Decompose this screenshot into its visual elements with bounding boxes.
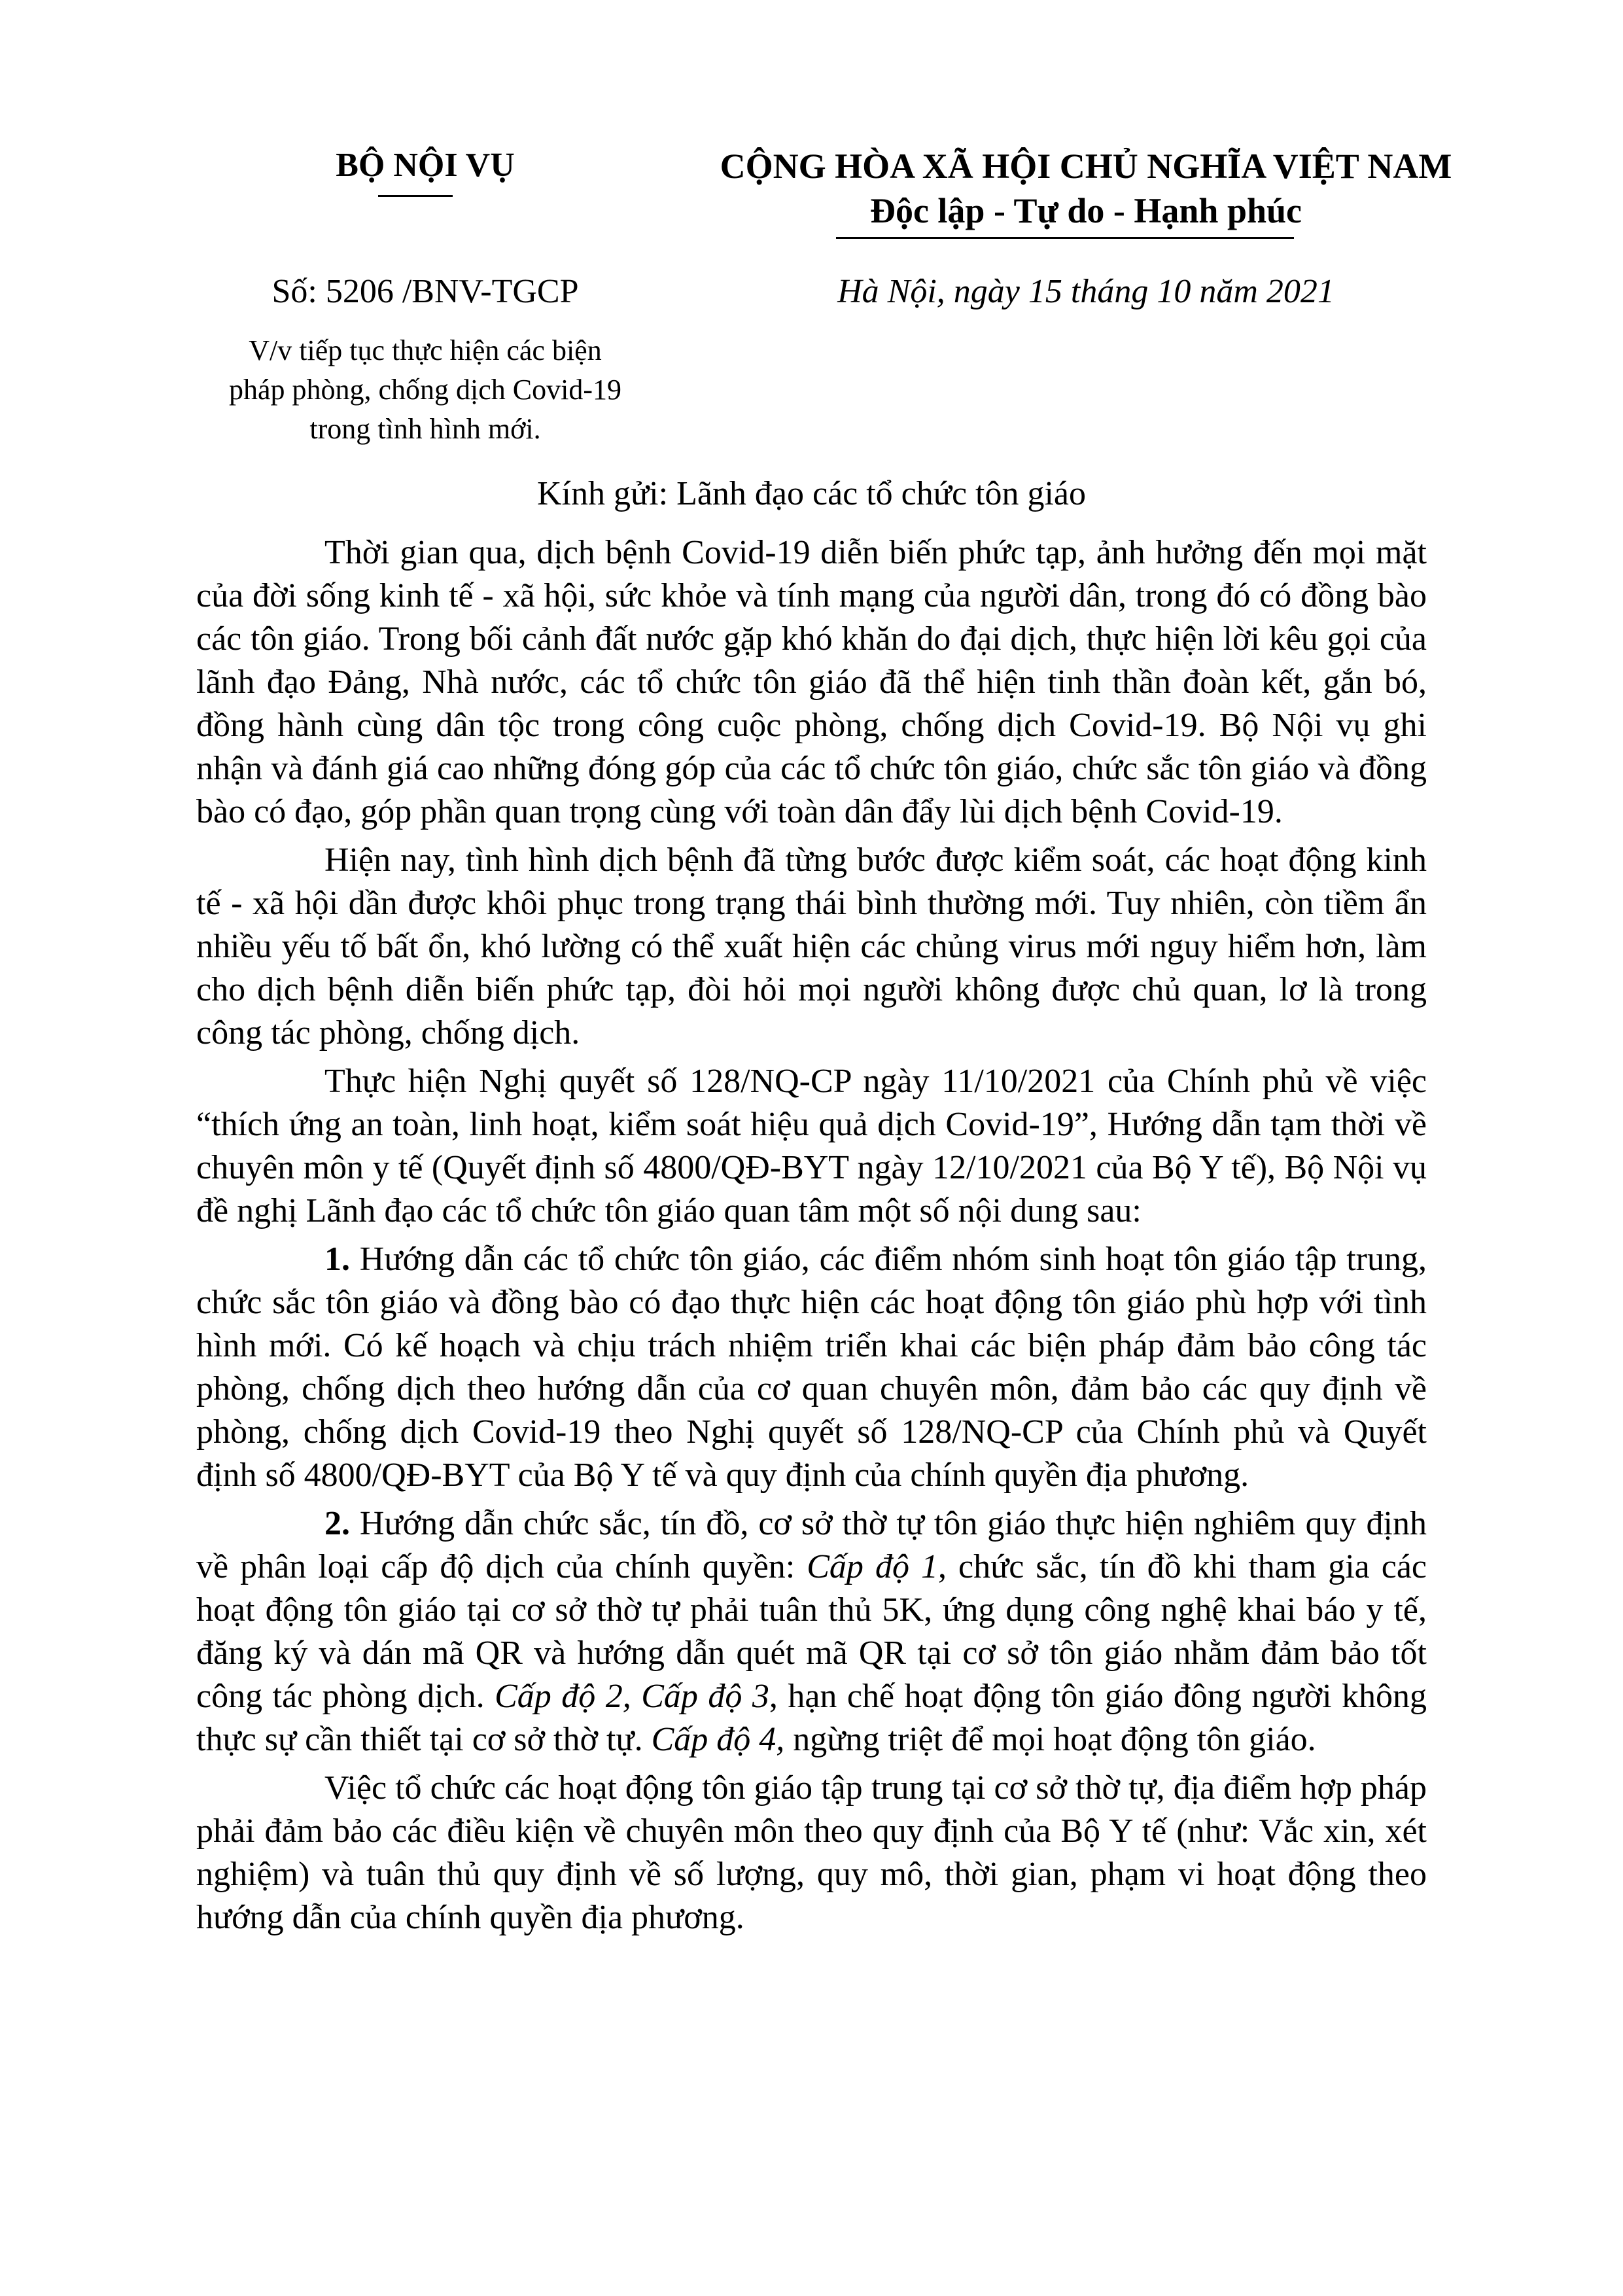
subject-line: trong tình hình mới. (309, 413, 541, 445)
level-1-label: Cấp độ 1 (807, 1548, 938, 1585)
national-motto: Độc lập - Tự do - Hạnh phúc (869, 191, 1302, 230)
item-text: , hạn chế hoạt động tôn giáo đông người không thực sự cần thiết tại cơ sở thờ tự. (196, 1678, 1427, 1758)
body-paragraph: Thực hiện Nghị quyết số 128/NQ-CP ngày 11/10/2021 của Chính phủ về việc “thích ứng an toàn, linh hoạt, kiểm soát hiệu quả dịch Covid-19”, Hướng dẫn tạm thời về chuyên môn y tế (Quyết định số 4800/QĐ-BYT ngày 12/10/2021 của Bộ Y tế), Bộ Nội vụ đề nghị Lãnh đạo các tổ chức tôn giáo quan tâm một số nội dung sau: (196, 1063, 1427, 1229)
level-4-label: Cấp độ 4, (651, 1721, 785, 1758)
body-paragraph: Thời gian qua, dịch bệnh Covid-19 diễn biến phức tạp, ảnh hưởng đến mọi mặt của đời sống kinh tế - xã hội, sức khỏe và tính mạng của người dân, trong đó có đồng bào các tôn giáo. Trong bối cảnh đất nước gặp khó khăn do đại dịch, thực hiện lời kêu gọi của lãnh đạo Đảng, Nhà nước, các tổ chức tôn giáo đã thể hiện tinh thần đoàn kết, gắn bó, đồng hành cùng dân tộc trong công cuộc phòng, chống dịch Covid-19. Bộ Nội vụ ghi nhận và đánh giá cao những đóng góp của các tổ chức tôn giáo, chức sắc tôn giáo và đồng bào có đạo, góp phần quan trọng cùng với toàn dân đẩy lùi dịch bệnh Covid-19. (196, 534, 1427, 830)
body-paragraph: Hiện nay, tình hình dịch bệnh đã từng bước được kiểm soát, các hoạt động kinh tế - xã hội dần được khôi phục trong trạng thái bình thường mới. Tuy nhiên, còn tiềm ẩn nhiều yếu tố bất ổn, khó lường có thể xuất hiện các chủng virus mới nguy hiểm hơn, làm cho dịch bệnh diễn biến phức tạp, đòi hỏi mọi người không được chủ quan, lơ là trong công tác phòng, chống dịch. (196, 841, 1427, 1051)
level-2-3-label: Cấp độ 2, Cấp độ 3 (495, 1678, 769, 1715)
item-text: Hướng dẫn các tổ chức tôn giáo, các điểm nhóm sinh hoạt tôn giáo tập trung, chức sắc tôn giáo và đồng bào có đạo thực hiện các hoạt động tôn giáo phù hợp với tình hình mới. Có kế hoạch và chịu trách nhiệm triển khai các biện pháp đảm bảo công tác phòng, chống dịch theo hướng dẫn của cơ quan chuyên môn, đảm bảo các quy định về phòng, chống dịch Covid-19 theo Nghị quyết số 128/NQ-CP của Chính phủ và Quyết định số 4800/QĐ-BYT của Bộ Y tế và quy định của chính quyền địa phương. (196, 1241, 1427, 1494)
document-body (196, 531, 1427, 1945)
subject-line: V/v tiếp tục thực hiện các biện (249, 334, 602, 366)
item-text: , chức sắc, tín đồ khi tham gia các hoạt động tôn giáo tại cơ sở thờ tự phải tuân thủ 5K, ứng dụng công nghệ khai báo y tế, đăng ký và dán mã QR và hướng dẫn quét mã QR tại cơ sở tôn giáo nhằm đảm bảo tốt công tác phòng dịch. (196, 1548, 1427, 1715)
motto-underline (836, 237, 1294, 239)
numbered-item-1 (196, 1238, 1427, 1497)
body-paragraph: Việc tổ chức các hoạt động tôn giáo tập trung tại cơ sở thờ tự, địa điểm hợp pháp phải đảm bảo các điều kiện về chuyên môn theo quy định của Bộ Y tế (như: Vắc xin, xét nghiệm) và tuân thủ quy định về số lượng, quy mô, thời gian, phạm vi hoạt động theo hướng dẫn của chính quyền địa phương. (196, 1769, 1427, 1936)
national-title: CỘNG HÒA XÃ HỘI CHỦ NGHĨA VIỆT NAM (720, 147, 1452, 186)
numbered-item-2 (196, 1502, 1427, 1761)
place-and-date: Hà Nội, ngày 15 tháng 10 năm 2021 (837, 273, 1335, 310)
recipient-line: Kính gửi: Lãnh đạo các tổ chức tôn giáo (536, 475, 1086, 512)
agency-underline (378, 195, 453, 197)
item-text: Hướng dẫn chức sắc, tín đồ, cơ sở thờ tự tôn giáo thực hiện nghiêm quy định về phân loại cấp độ dịch của chính quyền: (196, 1505, 1427, 1585)
item-number: 1. (324, 1241, 350, 1278)
item-number: 2. (324, 1505, 350, 1542)
document-subject (164, 331, 687, 449)
subject-line: pháp phòng, chống dịch Covid-19 (228, 374, 622, 406)
item-text: ngừng triệt để mọi hoạt động tôn giáo. (784, 1721, 1316, 1758)
issuing-agency: BỘ NỘI VỤ (336, 147, 515, 184)
document-number: Số: 5206 /BNV-TGCP (271, 273, 579, 310)
